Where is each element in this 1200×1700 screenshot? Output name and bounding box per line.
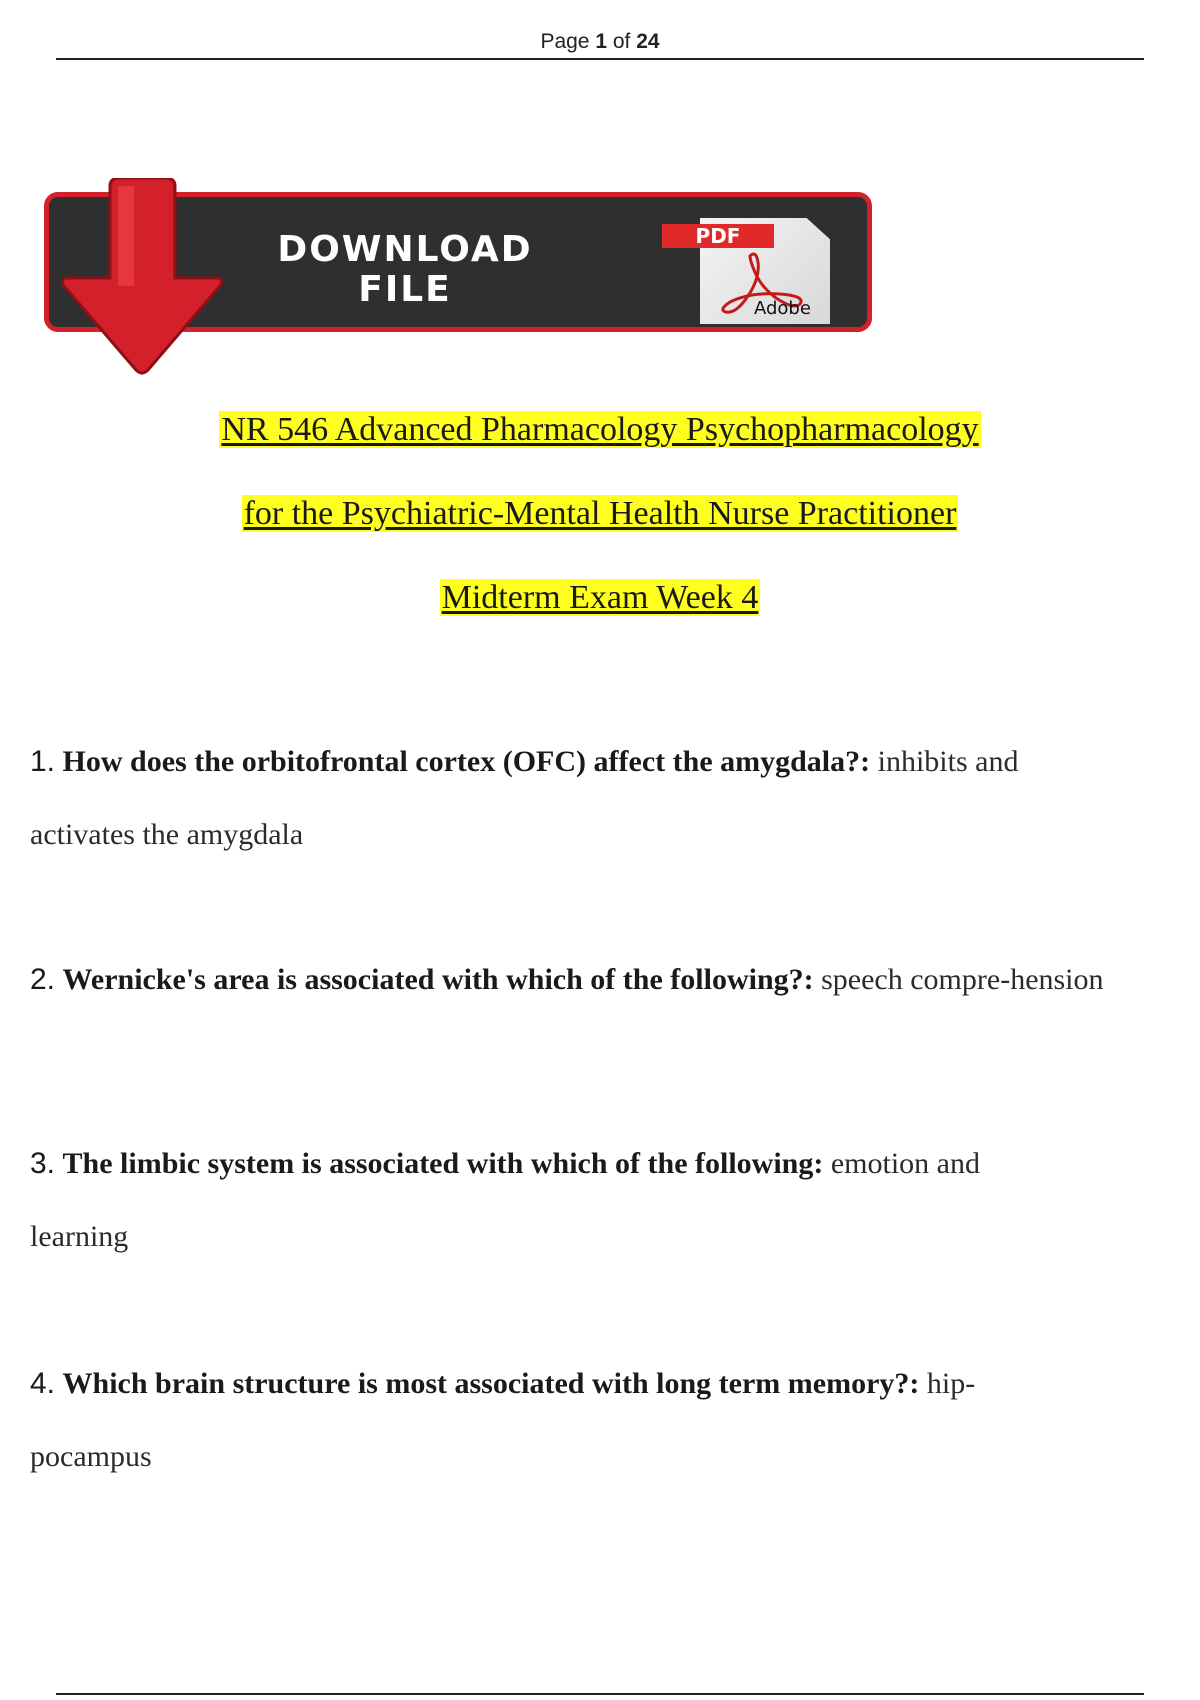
- download-label: DOWNLOAD: [277, 229, 533, 270]
- question-text: Which brain structure is most associated with long term memory?:: [62, 1367, 920, 1400]
- download-arrow-icon: [40, 178, 240, 388]
- question-number: 2.: [30, 963, 56, 996]
- question-line: [30, 943, 1200, 1016]
- question-number: 4.: [30, 1367, 56, 1400]
- question-text: How does the orbitofrontal cortex (OFC) affect the amygdala?:: [62, 745, 871, 778]
- page-total: 24: [636, 30, 660, 53]
- question-text: The limbic system is associated with which of the following:: [62, 1147, 824, 1180]
- answer-text: emotion and: [830, 1147, 980, 1180]
- pdf-tag: PDF: [662, 224, 774, 248]
- file-label: FILE: [358, 269, 452, 310]
- page-header: [56, 30, 1144, 60]
- download-file-banner[interactable]: [40, 178, 880, 388]
- answer-text: hip-: [926, 1367, 976, 1400]
- question-line: [30, 725, 1200, 798]
- question-item: [30, 943, 1200, 1016]
- question-item: [30, 725, 1200, 871]
- question-item: [30, 1127, 1200, 1273]
- title-line-2: for the Psychiatric-Mental Health Nurse Practitioner: [243, 495, 957, 532]
- title-line-1: NR 546 Advanced Pharmacology Psychopharmacology: [221, 411, 979, 448]
- answer-continuation: learning: [30, 1220, 129, 1253]
- page-current: 1: [595, 30, 608, 53]
- question-line: [30, 1127, 1200, 1200]
- question-number: 1.: [30, 745, 56, 778]
- question-line: [30, 1347, 1200, 1420]
- adobe-label: Adobe: [754, 298, 811, 319]
- answer-text: inhibits and: [877, 745, 1019, 778]
- document-title: [0, 388, 1200, 640]
- page-label: Page: [540, 30, 596, 53]
- title-line-3: Midterm Exam Week 4: [441, 579, 759, 616]
- answer-continuation: pocampus: [30, 1440, 152, 1473]
- page-of: of: [607, 30, 637, 53]
- download-file-label: [235, 230, 575, 310]
- question-text: Wernicke's area is associated with which of the following?:: [62, 963, 814, 996]
- answer-text: speech compre-hension: [821, 963, 1104, 996]
- answer-continuation: activates the amygdala: [30, 818, 304, 851]
- question-number: 3.: [30, 1147, 56, 1180]
- pdf-icon: [662, 218, 834, 330]
- page-footer-rule: [56, 1693, 1144, 1695]
- question-item: [30, 1347, 1200, 1493]
